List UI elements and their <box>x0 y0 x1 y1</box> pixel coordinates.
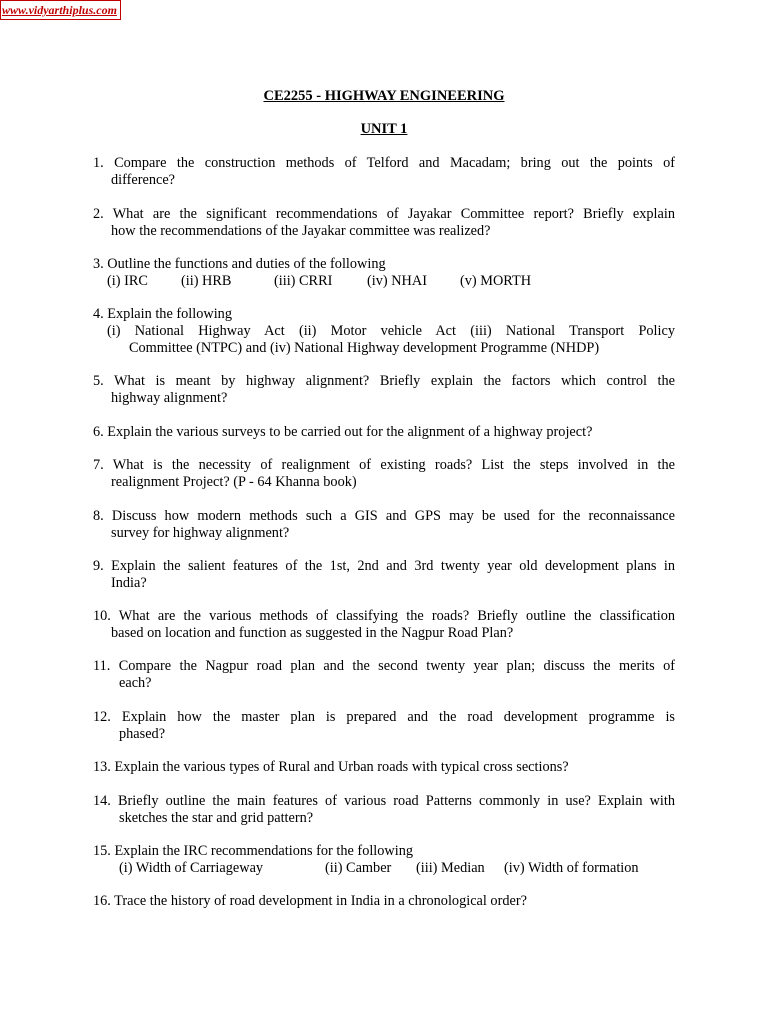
question-1-line-2: difference? <box>111 172 176 188</box>
option-morth: (v) MORTH <box>460 273 532 289</box>
question-6-line-1: 6. Explain the various surveys to be carried out for the alignment of a highway project? <box>93 424 593 440</box>
question-6 <box>93 424 675 441</box>
question-12 <box>93 709 675 743</box>
website-url-link[interactable]: www.vidyarthiplus.com <box>0 0 121 20</box>
question-14-line-1: 14. Briefly outline the main features of various road Patterns commonly in use? Explain with <box>93 793 675 809</box>
question-10 <box>93 608 675 642</box>
question-5-line-2: highway alignment? <box>111 390 228 406</box>
question-16-line-1: 16. Trace the history of road development in India in a chronological order? <box>93 893 527 909</box>
question-13-line-1: 13. Explain the various types of Rural and Urban roads with typical cross sections? <box>93 759 569 775</box>
option-width-of-carriageway: (i) Width of Carriageway <box>119 860 264 876</box>
question-10-line-1: 10. What are the various methods of classifying the roads? Briefly outline the classification <box>93 608 675 624</box>
question-8 <box>93 508 675 542</box>
question-11-line-1: 11. Compare the Nagpur road plan and the second twenty year plan; discuss the merits of <box>93 658 675 674</box>
question-1 <box>93 155 675 189</box>
option-nhai: (iv) NHAI <box>367 273 427 289</box>
question-4-line-1: 4. Explain the following <box>93 306 232 322</box>
question-2-line-1: 2. What are the significant recommendations of Jayakar Committee report? Briefly explain <box>93 206 675 222</box>
question-4 <box>93 306 675 357</box>
question-2 <box>93 206 675 240</box>
question-5 <box>93 373 675 407</box>
option-irc: (i) IRC <box>107 273 148 289</box>
question-11 <box>93 658 675 692</box>
question-9 <box>93 558 675 592</box>
question-3 <box>93 256 675 290</box>
question-7 <box>93 457 675 491</box>
question-2-line-2: how the recommendations of the Jayakar committee was realized? <box>111 223 491 239</box>
question-15-line-1: 15. Explain the IRC recommendations for the following <box>93 843 414 859</box>
page-title: CE2255 - HIGHWAY ENGINEERING <box>263 88 505 104</box>
question-12-line-1: 12. Explain how the master plan is prepared and the road development programme is <box>93 709 675 725</box>
question-9-line-1: 9. Explain the salient features of the 1st, 2nd and 3rd twenty year old development plans in <box>93 558 675 574</box>
question-14-line-2: sketches the star and grid pattern? <box>119 810 314 826</box>
option-median: (iii) Median <box>416 860 485 876</box>
question-15-options <box>93 860 675 877</box>
question-3-line-1: 3. Outline the functions and duties of the following <box>93 256 386 272</box>
question-4-line-2: (i) National Highway Act (ii) Motor vehicle Act (iii) National Transport Policy <box>107 323 675 339</box>
option-hrb: (ii) HRB <box>181 273 232 289</box>
question-9-line-2: India? <box>111 575 147 591</box>
question-10-line-2: based on location and function as suggested in the Nagpur Road Plan? <box>111 625 514 641</box>
question-3-options <box>93 273 675 290</box>
option-crri: (iii) CRRI <box>274 273 333 289</box>
question-12-line-2: phased? <box>119 726 166 742</box>
question-8-line-1: 8. Discuss how modern methods such a GIS and GPS may be used for the reconnaissance <box>93 508 675 524</box>
question-13 <box>93 759 675 776</box>
question-1-line-1: 1. Compare the construction methods of Telford and Macadam; bring out the points of <box>93 155 675 171</box>
question-8-line-2: survey for highway alignment? <box>111 525 290 541</box>
option-width-of-formation: (iv) Width of formation <box>504 860 639 876</box>
question-7-line-2: realignment Project? (P - 64 Khanna book) <box>111 474 357 490</box>
question-14 <box>93 793 675 827</box>
option-camber: (ii) Camber <box>325 860 392 876</box>
question-4-line-3: Committee (NTPC) and (iv) National Highway development Programme (NHDP) <box>129 340 600 356</box>
question-5-line-1: 5. What is meant by highway alignment? Briefly explain the factors which control the <box>93 373 675 389</box>
unit-heading: UNIT 1 <box>360 121 408 137</box>
question-11-line-2: each? <box>119 675 152 691</box>
question-15 <box>93 843 675 877</box>
question-16 <box>93 893 675 910</box>
question-7-line-1: 7. What is the necessity of realignment of existing roads? List the steps involved in the <box>93 457 675 473</box>
